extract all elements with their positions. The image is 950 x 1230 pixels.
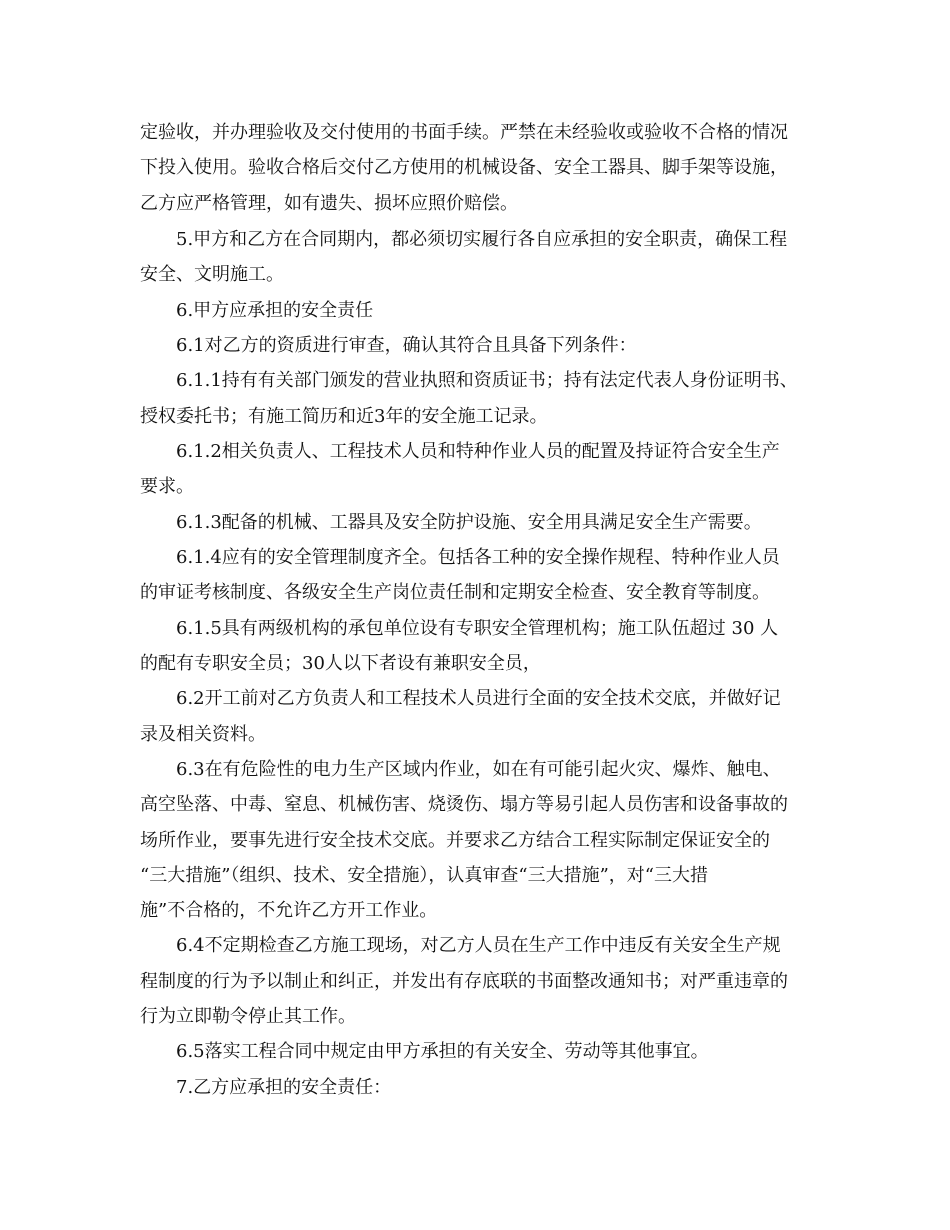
paragraph-line: 6.3在有危险性的电力生产区域内作业，如在有可能引起火灾、爆炸、触电、 [176, 759, 781, 780]
paragraph-line: 的配有专职安全员；30人以下者设有兼职安全员， [140, 653, 541, 674]
paragraph-line: “三大措施”（组织、技术、安全措施），认真审查“三大措施”，对“三大措 [140, 865, 709, 886]
paragraph-line: 6.5落实工程合同中规定由甲方承担的有关安全、劳动等其他事宜。 [176, 1041, 709, 1062]
paragraph-line: 的审证考核制度、各级安全生产岗位责任制和定期安全检查、安全教育等制度。 [140, 582, 770, 603]
section-heading: 7.乙方应承担的安全责任： [176, 1077, 392, 1098]
section-heading: 6.甲方应承担的安全责任 [176, 300, 374, 321]
paragraph-line: 下投入使用。验收合格后交付乙方使用的机械设备、安全工器具、脚手架等设施， [140, 157, 788, 178]
paragraph-line: 乙方应严格管理，如有遗失、损坏应照价赔偿。 [140, 193, 518, 214]
paragraph-line: 6.1.5具有两级机构的承包单位设有专职安全管理机构；施工队伍超过 30 人 [176, 618, 779, 639]
paragraph-line: 场所作业，要事先进行安全技术交底。并要求乙方结合工程实际制定保证安全的 [140, 830, 770, 851]
paragraph-line: 程制度的行为予以制止和纠正，并发出有存底联的书面整改通知书；对严重违章的 [140, 971, 788, 992]
paragraph-line: 定验收，并办理验收及交付使用的书面手续。严禁在未经验收或验收不合格的情况 [140, 122, 788, 143]
paragraph-line: 6.1对乙方的资质进行审查，确认其符合且具备下列条件： [176, 335, 637, 356]
paragraph-line: 6.4不定期检查乙方施工现场，对乙方人员在生产工作中违反有关安全生产规 [176, 935, 781, 956]
paragraph-line: 6.1.3配备的机械、工器具及安全防护设施、安全用具满足安全生产需要。 [176, 512, 762, 533]
paragraph-line: 6.1.4应有的安全管理制度齐全。包括各工种的安全操作规程、特种作业人员 [176, 547, 780, 568]
paragraph-line: 施”不合格的，不允许乙方开工作业。 [140, 900, 438, 921]
paragraph-line: 6.1.1持有有关部门颁发的营业执照和资质证书；持有法定代表人身份证明书、 [176, 370, 798, 391]
paragraph-line: 5.甲方和乙方在合同期内，都必须切实履行各自应承担的安全职责，确保工程 [176, 229, 788, 250]
paragraph-line: 授权委托书；有施工简历和近3年的安全施工记录。 [140, 406, 548, 427]
paragraph-line: 6.1.2相关负责人、工程技术人员和特种作业人员的配置及持证符合安全生产 [176, 441, 780, 462]
paragraph-line: 行为立即勒令停止其工作。 [140, 1006, 356, 1027]
paragraph-line: 高空坠落、中毒、窒息、机械伤害、烧烫伤、塌方等易引起人员伤害和设备事故的 [140, 794, 788, 815]
paragraph-line: 6.2开工前对乙方负责人和工程技术人员进行全面的安全技术交底，并做好记 [176, 688, 781, 709]
paragraph-line: 要求。 [140, 476, 194, 497]
paragraph-line: 安全、文明施工。 [140, 264, 284, 285]
paragraph-line: 录及相关资料。 [140, 724, 266, 745]
